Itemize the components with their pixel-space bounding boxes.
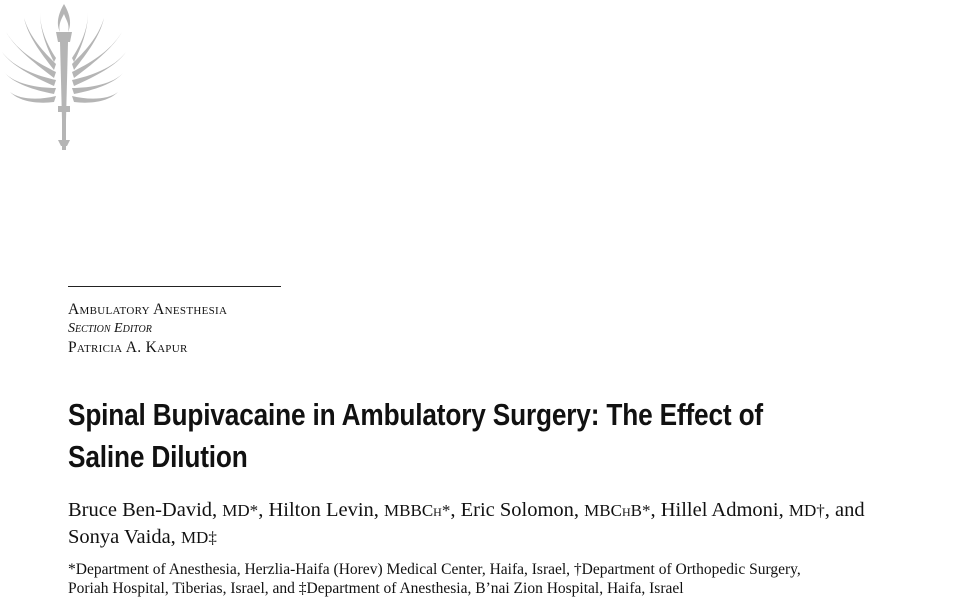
author-degree: MBChB* xyxy=(584,501,651,520)
author-line-2 xyxy=(68,524,960,551)
author-degree: MBBCh* xyxy=(384,501,451,520)
author-name: Sonya Vaida, xyxy=(68,526,181,548)
article-title-line1: Spinal Bupivacaine in Ambulatory Surgery: The Effect of xyxy=(68,398,763,432)
author-list xyxy=(68,497,960,551)
affiliation-line-2: Poriah Hospital, Tiberias, Israel, and ‡Department of Anesthesia, B’nai Zion Hospital, Haifa, Israel xyxy=(68,580,684,597)
section-divider xyxy=(68,286,281,287)
section-editor-role: Section Editor xyxy=(68,321,152,336)
article-title-line2: Saline Dilution xyxy=(68,440,248,474)
article-title xyxy=(68,394,825,478)
author-name: Eric Solomon, xyxy=(460,499,585,521)
author-name: Hilton Levin, xyxy=(268,499,385,521)
section-header xyxy=(68,300,227,357)
author-separator: , xyxy=(650,499,661,521)
author-separator: , xyxy=(258,499,269,521)
author-degree: MD* xyxy=(222,501,259,520)
author-separator: , and xyxy=(824,499,865,521)
affiliations xyxy=(68,560,960,598)
author-degree: MD‡ xyxy=(180,528,217,547)
author-name: Bruce Ben-David, xyxy=(68,499,223,521)
author-line-1 xyxy=(68,497,960,524)
section-title: Ambulatory Anesthesia xyxy=(68,301,228,318)
author-degree: MD† xyxy=(788,501,825,520)
author-separator: , xyxy=(450,499,461,521)
section-editor-name: Patricia A. Kapur xyxy=(68,339,188,356)
author-name: Hillel Admoni, xyxy=(660,499,789,521)
torch-wings-emblem-icon xyxy=(0,2,128,152)
affiliation-line-1: *Department of Anesthesia, Herzlia-Haifa (Horev) Medical Center, Haifa, Israel, †Department of Orthopedic Surgery, xyxy=(68,561,801,578)
